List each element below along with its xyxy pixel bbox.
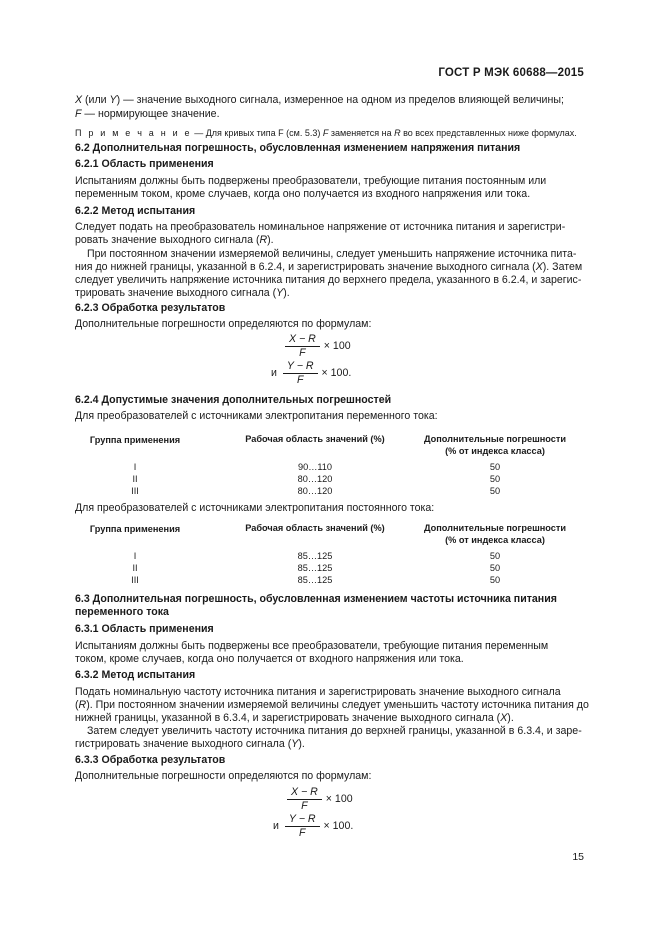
- section-6-3-2-line-3: нижней границы, указанной в 6.3.4, и зарегистрировать значение выходного сигнала (X).: [75, 712, 514, 724]
- section-6-3-1-title: 6.3.1 Область применения: [75, 623, 214, 635]
- section-6-3-3-title: 6.3.3 Обработка результатов: [75, 754, 226, 766]
- section-6-2-1-line-1: Испытаниям должны быть подвержены преобразователи, требующие питания постоянным или: [75, 175, 547, 187]
- table-dc-row-3-range: 85…125: [297, 575, 333, 585]
- section-6-3-1-line-2: током, кроме случаев, когда оно получается от входного напряжения или тока.: [75, 653, 464, 665]
- table-ac-row-2-group: II: [132, 474, 138, 484]
- formula-y-2: и $\frac{Y - R}{F}$ × 100.: [273, 813, 354, 839]
- table-ac-row-3-group: III: [131, 486, 139, 496]
- table-dc: [75, 522, 575, 586]
- table-dc-row-1-error: 50: [489, 551, 501, 561]
- table-ac-row-3-range: 80…120: [297, 486, 333, 496]
- section-6-2-3-title: 6.2.3 Обработка результатов: [75, 302, 226, 314]
- table-dc-row-1-range: 85…125: [297, 551, 333, 561]
- intro-paragraph-2: F — нормирующее значение.: [75, 108, 220, 120]
- section-6-2-2-line-2: ровать значение выходного сигнала (R).: [75, 234, 274, 246]
- table-header-error: Дополнительные погрешности (% от индекса класса): [423, 434, 567, 456]
- section-6-3-title-line-2: переменного тока: [75, 606, 169, 618]
- page-number: 15: [572, 851, 584, 863]
- table-ac: [75, 433, 575, 497]
- table-dc-row-3-group: III: [131, 575, 139, 585]
- section-6-3-2-title: 6.3.2 Метод испытания: [75, 669, 196, 681]
- table-dc-row-2-error: 50: [489, 563, 501, 573]
- section-6-2-4-ac-intro: Для преобразователей с источниками электропитания переменного тока:: [75, 410, 438, 422]
- table-ac-row-3-error: 50: [489, 486, 501, 496]
- note: П р и м е ч а н и е — Для кривых типа F (см. 5.3) F заменяется на R во всех представленных ниже формулах.: [75, 128, 577, 138]
- note-label: П р и м е ч а н и е: [75, 128, 192, 138]
- table-header-range: Рабочая область значений (%): [245, 434, 385, 444]
- table-dc-row-2-group: II: [132, 563, 138, 573]
- section-6-3-1-line-1: Испытаниям должны быть подвержены все преобразователи, требующие питания переменным: [75, 640, 549, 652]
- table-ac-row-1-error: 50: [489, 462, 501, 472]
- table-header-group: Группа применения: [89, 524, 181, 534]
- section-6-2-2-line-1: Следует подать на преобразователь номинальное напряжение от источника питания и зарегистри-: [75, 221, 566, 233]
- section-6-2-2-line-6: трировать значение выходного сигнала (Y).: [75, 287, 290, 299]
- table-ac-row-2-range: 80…120: [297, 474, 333, 484]
- section-6-3-2-line-1: Подать номинальную частоту источника питания и зарегистрировать значение выходного сигнала: [75, 686, 561, 698]
- section-6-2-4-title: 6.2.4 Допустимые значения дополнительных погрешностей: [75, 394, 392, 406]
- table-ac-row-1-range: 90…110: [297, 462, 333, 472]
- table-ac-row-1-group: I: [133, 462, 137, 472]
- table-ac-row-2-error: 50: [489, 474, 501, 484]
- formula-x-2: $\frac{X - R}{F}$ × 100: [287, 786, 353, 813]
- section-6-2-2-title: 6.2.2 Метод испытания: [75, 205, 196, 217]
- section-6-2-2-line-4: ния до нижней границы, указанной в 6.2.4, и зарегистрировать значение выходного сигнала (X). Затем: [75, 261, 583, 273]
- section-6-3-2-line-5: гистрировать значение выходного сигнала (Y).: [75, 738, 305, 750]
- table-dc-row-2-range: 85…125: [297, 563, 333, 573]
- section-6-3-2-line-2: (R). При постоянном значении измеряемой величины следует уменьшить частоту источника питания до: [75, 699, 589, 711]
- section-6-2-4-dc-intro: Для преобразователей с источниками электропитания постоянного тока:: [75, 502, 435, 514]
- formula-x: $\frac{X - R}{F}$ × 100: [285, 333, 351, 360]
- section-6-2-1-title: 6.2.1 Область применения: [75, 158, 214, 170]
- intro-paragraph-1: X (или Y) — значение выходного сигнала, измеренное на одном из пределов влияющей величины;: [75, 94, 564, 106]
- table-dc-row-1-group: I: [133, 551, 137, 561]
- section-6-2-title: 6.2 Дополнительная погрешность, обусловленная изменением напряжения питания: [75, 142, 521, 154]
- table-header-range: Рабочая область значений (%): [245, 523, 385, 533]
- section-6-2-3-line-1: Дополнительные погрешности определяются по формулам:: [75, 318, 372, 330]
- section-6-2-1-line-2: переменным током, кроме случаев, когда оно получается из входного напряжения или тока.: [75, 188, 531, 200]
- section-6-3-2-line-4: Затем следует увеличить частоту источника питания до верхней границы, указанной в 6.3.4, и заре-: [87, 725, 582, 737]
- table-header-error: Дополнительные погрешности (% от индекса класса): [423, 523, 567, 545]
- section-6-3-3-line-1: Дополнительные погрешности определяются по формулам:: [75, 770, 372, 782]
- document-header: ГОСТ Р МЭК 60688—2015: [438, 67, 584, 79]
- table-dc-row-3-error: 50: [489, 575, 501, 585]
- section-6-2-2-line-3: При постоянном значении измеряемой величины, следует уменьшить напряжение источника пита-: [87, 248, 577, 260]
- formula-y: и $\frac{Y - R}{F}$ × 100.: [271, 360, 352, 386]
- section-6-3-title-line-1: 6.3 Дополнительная погрешность, обусловленная изменением частоты источника питания: [75, 593, 557, 605]
- section-6-2-2-line-5: следует увеличить напряжение источника питания до верхнего предела, указанного в 6.2.4, и зарегис-: [75, 274, 582, 286]
- table-header-group: Группа применения: [89, 435, 181, 445]
